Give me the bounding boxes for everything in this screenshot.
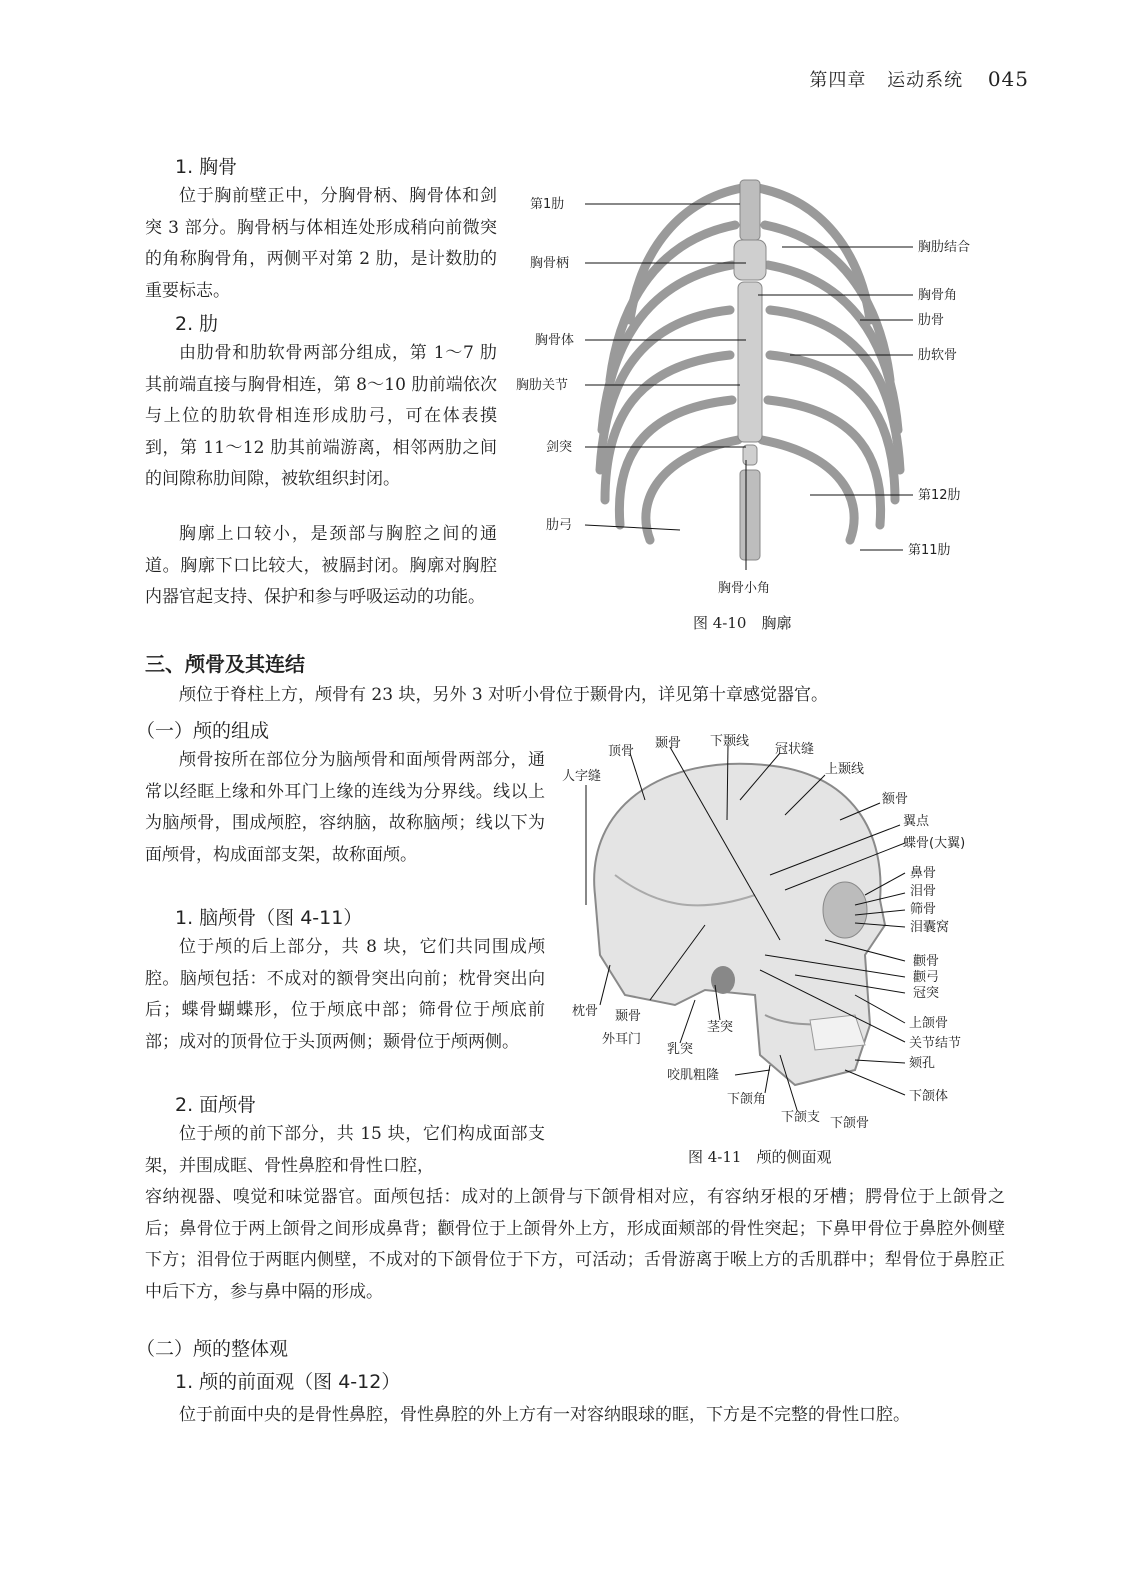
label-mandible-body: 下颌体 (909, 1089, 949, 1104)
section-heading-skull: 三、颅骨及其连结 (145, 652, 305, 676)
label-styloid: 茎突 (707, 1020, 734, 1035)
front-view-heading: 1. 颅的前面观（图 4-12） (175, 1371, 401, 1393)
fig411-caption: 图 4-11 颅的侧面观 (688, 1148, 832, 1166)
thorax-figure (510, 170, 990, 610)
label-sphenoid: 蝶骨(大翼) (903, 836, 966, 851)
label-external-ear: 外耳门 (602, 1032, 642, 1047)
subsection-overall-view: （二）颅的整体观 (136, 1338, 289, 1360)
chapter-title: 运动系统 (887, 70, 964, 91)
subsection-composition: （一）颅的组成 (136, 720, 270, 742)
label-mandible-angle: 下颌角 (727, 1092, 767, 1107)
label-manubrium: 胸骨柄 (530, 256, 570, 271)
label-parietal: 顶骨 (608, 744, 635, 759)
label-coronal-suture: 冠状缝 (775, 742, 815, 757)
label-pterion: 翼点 (903, 814, 930, 829)
label-costal-arch: 肋弓 (546, 518, 573, 533)
label-articular-tubercle: 关节结节 (909, 1036, 962, 1051)
label-nasal: 鼻骨 (910, 866, 937, 881)
label-symphysis: 胸肋结合 (918, 240, 971, 255)
ribs-paragraph: 由肋骨和肋软骨两部分组成，第 1～7 肋其前端直接与胸骨相连，第 8～10 肋前端依次与上位的肋软骨相连形成肋弓，可在体表摸到，第 11～12 肋其前端游离，相邻两肋之间的间隙称肋间隙，被软组织封闭。 (145, 343, 497, 489)
neurocranium-paragraph: 位于颅的后上部分，共 8 块，它们共同围成颅腔。脑颅包括：不成对的额骨突出向前；枕骨突出向后；蝶骨蝴蝶形，位于颅底中部；筛骨位于颅底前部；成对的顶骨位于头顶两侧；颞骨位于颅两侧。 (145, 937, 545, 1052)
label-sternocostal: 胸肋关节 (516, 378, 569, 393)
fig410-caption: 图 4-10 胸廓 (693, 614, 792, 632)
label-ramus: 下颌支 (781, 1110, 821, 1125)
label-xiphoid: 剑突 (546, 440, 573, 455)
skull-figure (555, 725, 1005, 1140)
chapter-number: 第四章 (809, 70, 867, 91)
label-superior-temporal-line: 上颞线 (825, 762, 865, 777)
label-temporal-low: 颞骨 (615, 1009, 642, 1024)
skull-intro: 颅位于脊柱上方，颅骨有 23 块，另外 3 对听小骨位于颞骨内，详见第十章感觉器官。 (179, 685, 829, 705)
label-maxilla: 上颌骨 (909, 1016, 949, 1031)
sternum-paragraph: 位于胸前壁正中，分胸骨柄、胸骨体和剑突 3 部分。胸骨柄与体相连处形成稍向前微突的角称胸骨角，两侧平对第 2 肋，是计数肋的重要标志。 (145, 186, 497, 301)
label-rib1: 第1肋 (530, 197, 565, 212)
viscerocranium-paragraph-a: 位于颅的前下部分，共 15 块，它们构成面部支架，并围成眶、骨性鼻腔和骨性口腔， (145, 1124, 545, 1176)
viscerocranium-paragraph-b: 容纳视器、嗅觉和味觉器官。面颅包括：成对的上颌骨与下颌骨相对应，有容纳牙根的牙槽；腭骨位于上颌骨之后；鼻骨位于两上颌骨之间形成鼻背；颧骨位于上颌骨外上方，形成面颊部的骨性突起；下鼻甲骨位于鼻腔外侧壁下方；泪骨位于两眶内侧壁，不成对的下颌骨位于下方，可活动；舌骨游离于喉上方的舌肌群中；犁骨位于鼻腔正中后下方，参与鼻中隔的形成。 (145, 1187, 1005, 1302)
thorax-paragraph: 胸廓上口较小，是颈部与胸腔之间的通道。胸廓下口比较大，被膈封闭。胸廓对胸腔内器官起支持、保护和参与呼吸运动的功能。 (145, 524, 497, 607)
sternum-heading: 1. 胸骨 (175, 156, 238, 178)
label-inferior-temporal-line: 下颞线 (710, 734, 750, 749)
page-number: 045 (987, 67, 1029, 91)
label-zygomatic-arch: 颧弓 (913, 970, 940, 985)
label-mastoid: 乳突 (667, 1042, 694, 1057)
label-frontal: 额骨 (882, 792, 909, 807)
sternum-illustration (734, 180, 766, 560)
label-masseteric-tuberosity: 咬肌粗隆 (667, 1068, 720, 1083)
label-lambdoid-suture: 人字缝 (562, 769, 602, 784)
label-zygomatic: 颧骨 (913, 954, 940, 969)
label-occipital: 枕骨 (572, 1004, 599, 1019)
front-view-paragraph: 位于前面中央的是骨性鼻腔，骨性鼻腔的外上方有一对容纳眼球的眶，下方是不完整的骨性口腔。 (179, 1405, 910, 1425)
label-lacrimal: 泪骨 (910, 884, 937, 899)
label-rib-bone: 肋骨 (918, 313, 945, 328)
label-sternal-angle: 胸骨角 (918, 288, 958, 303)
viscerocranium-heading: 2. 面颅骨 (175, 1094, 257, 1116)
label-mandible: 下颌骨 (830, 1116, 870, 1131)
label-rib11: 第11肋 (908, 543, 951, 558)
label-ethmoid: 筛骨 (910, 902, 937, 917)
ribs-heading: 2. 肋 (175, 313, 219, 335)
label-rib12: 第12肋 (918, 488, 961, 503)
label-lacrimal-fossa: 泪囊窝 (910, 920, 950, 935)
running-header (795, 66, 1029, 92)
label-infrasternal-angle: 胸骨小角 (718, 581, 771, 596)
label-coronoid: 冠突 (913, 986, 940, 1001)
label-sternum-body: 胸骨体 (535, 333, 575, 348)
composition-paragraph: 颅骨按所在部位分为脑颅骨和面颅骨两部分，通常以经眶上缘和外耳门上缘的连线为分界线。线以上为脑颅骨，围成颅腔，容纳脑，故称脑颅；线以下为面颅骨，构成面部支架，故称面颅。 (145, 750, 545, 865)
label-mental-foramen: 颏孔 (909, 1056, 936, 1071)
neurocranium-heading: 1. 脑颅骨（图 4-11） (175, 907, 363, 929)
label-temporal-top: 颞骨 (655, 736, 682, 751)
label-costal-cartilage: 肋软骨 (918, 348, 958, 363)
